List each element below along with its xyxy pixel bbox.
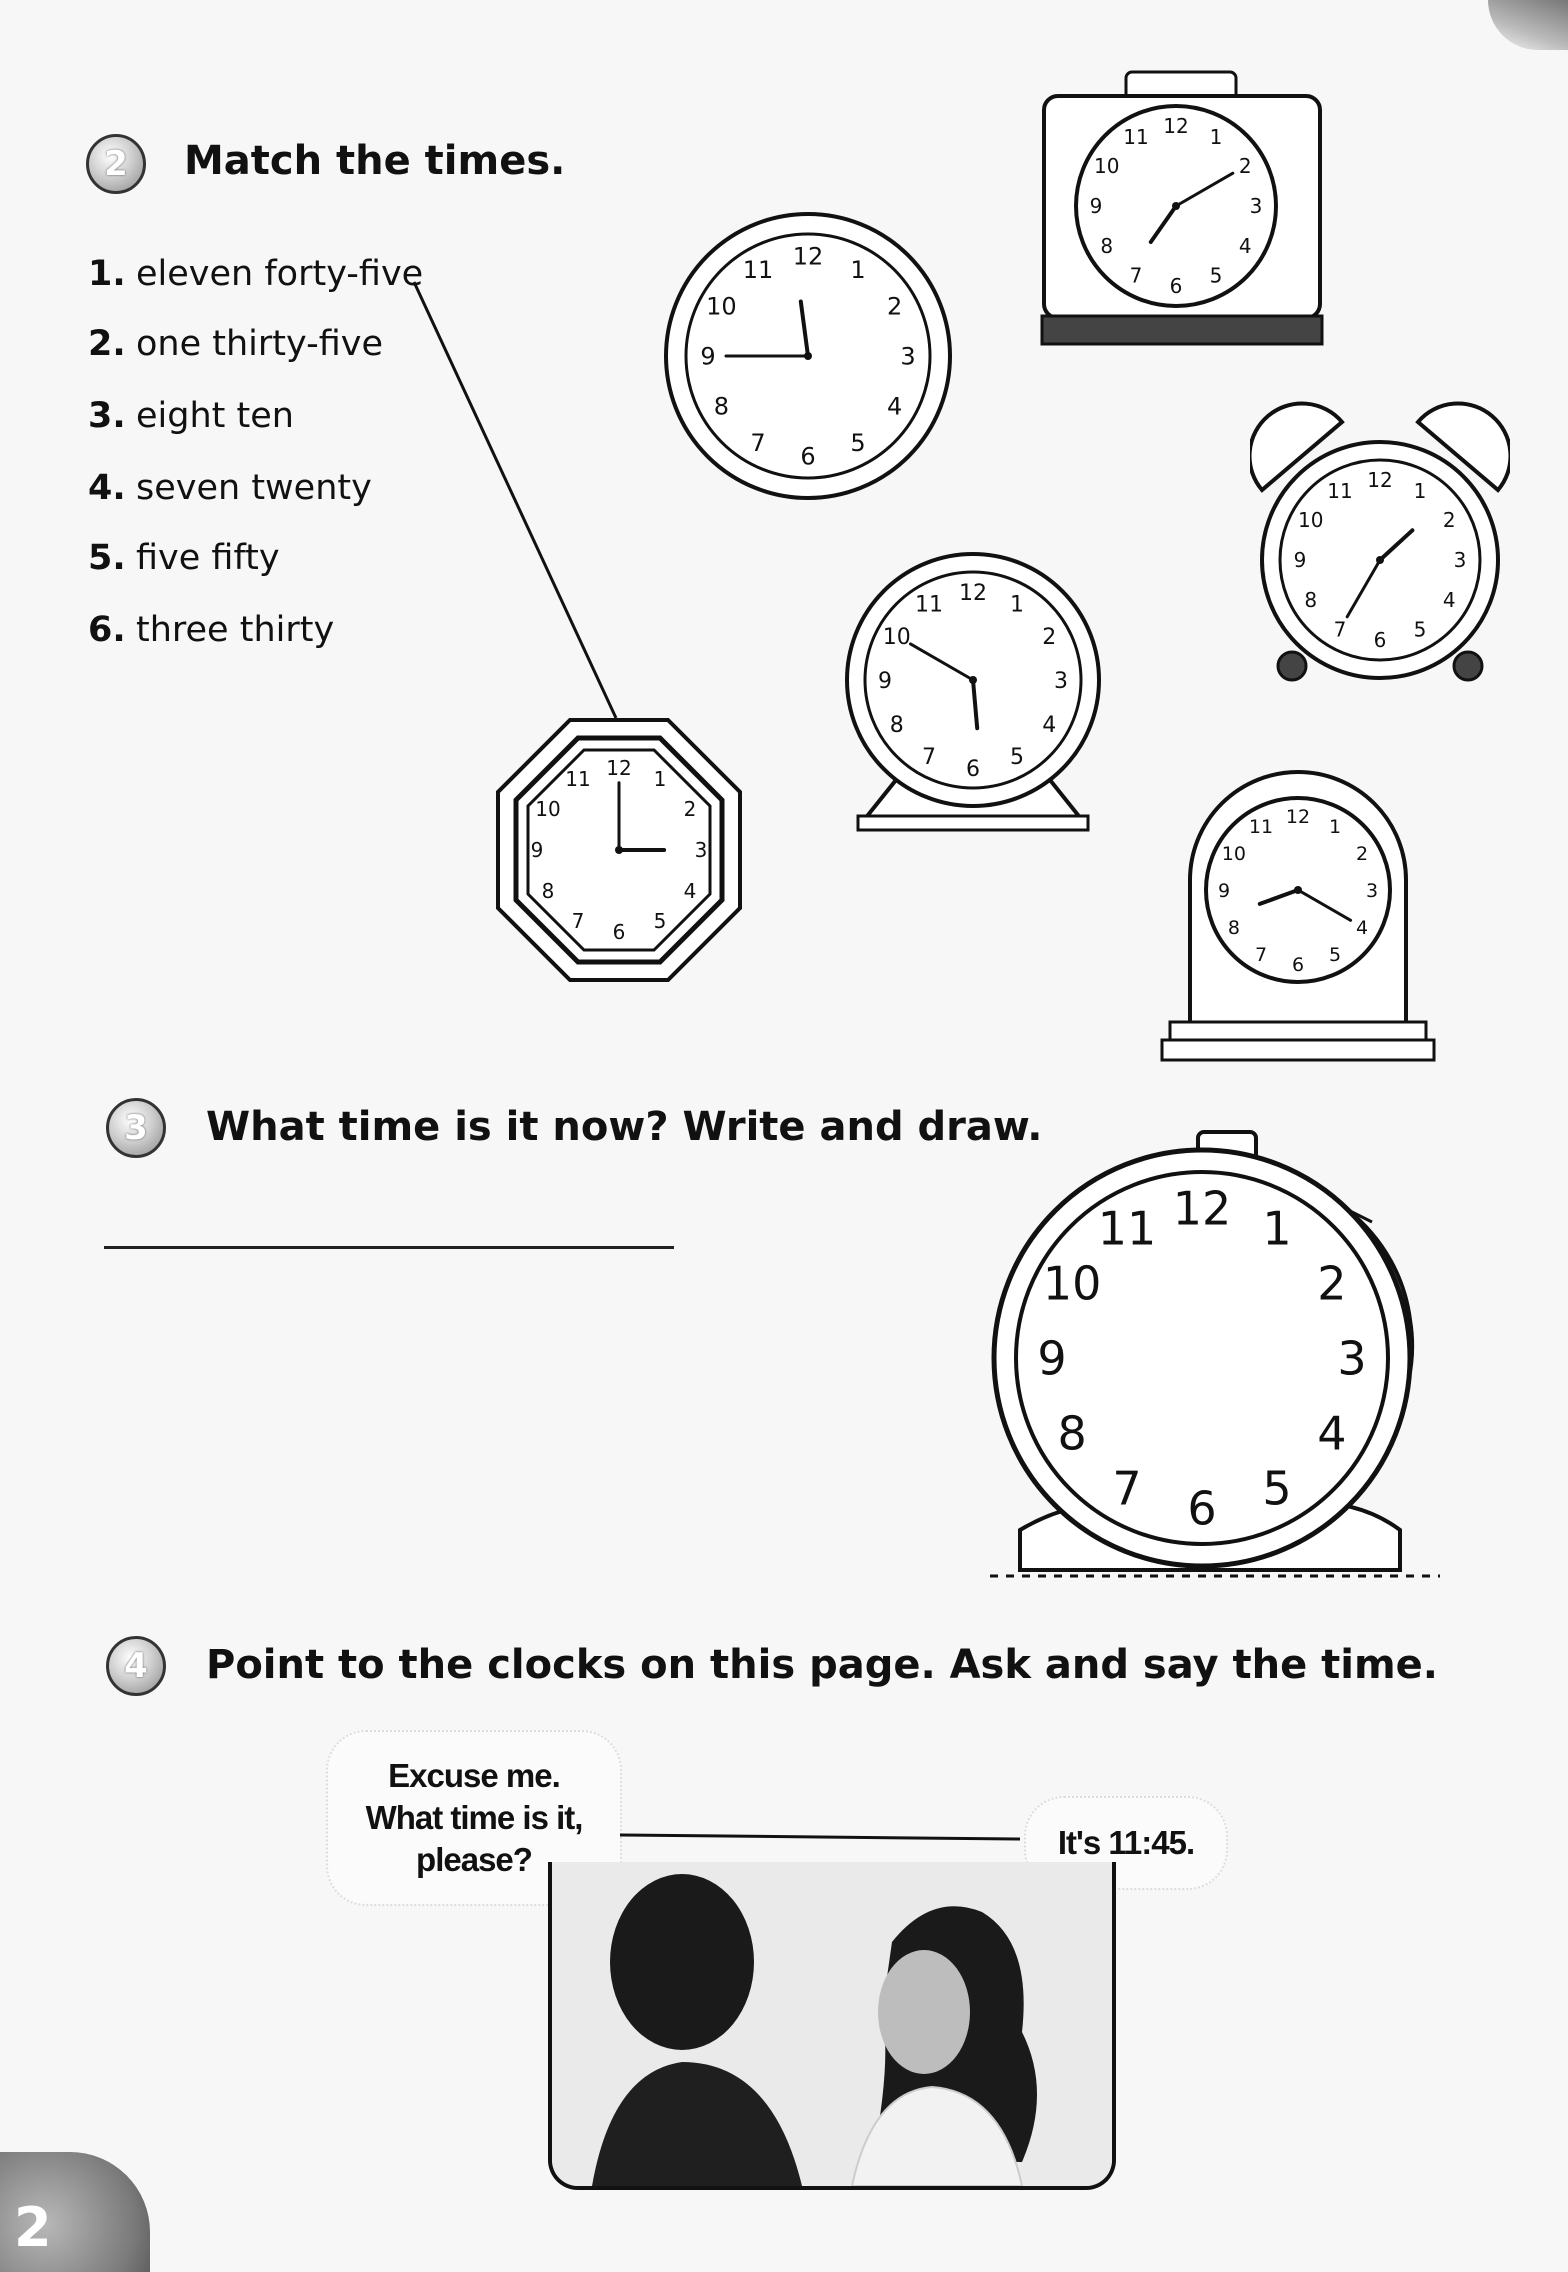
clock-numeral: 8	[1227, 916, 1240, 939]
match-item-number: 1.	[88, 254, 126, 294]
clock-numeral: 6	[1373, 628, 1387, 653]
clock-numeral: 10	[882, 624, 911, 650]
clock-numeral: 1	[1262, 1201, 1292, 1256]
clock-numeral: 4	[886, 392, 903, 421]
clock-numeral: 9	[1293, 548, 1307, 573]
clock-numeral: 9	[1089, 194, 1103, 219]
clock-numeral: 2	[1238, 154, 1252, 179]
square-clock-face	[1040, 70, 1324, 350]
clock-numeral: 3	[1249, 194, 1263, 219]
clock-numeral: 2	[1356, 842, 1369, 865]
clock-numeral: 2	[1442, 508, 1456, 533]
clock-numeral: 9	[878, 668, 892, 694]
clock-numeral: 1	[653, 767, 667, 792]
bubble-connector-line	[620, 1832, 1020, 1842]
match-item-text: one thirty-five	[136, 324, 384, 364]
clock-numeral: 3	[900, 342, 916, 371]
clock-numeral: 2	[1042, 624, 1057, 650]
exercise-3-heading: What time is it now? Write and draw.	[206, 1104, 1043, 1150]
clock-numeral: 11	[1327, 478, 1353, 503]
mantel-clock[interactable]	[1160, 760, 1436, 1070]
clock-numeral: 3	[1337, 1331, 1367, 1386]
match-item-number: 6.	[88, 610, 126, 650]
clock-numeral: 10	[1297, 508, 1324, 533]
clock-numeral: 8	[713, 392, 730, 421]
exercise-4-badge: 4	[106, 1636, 166, 1696]
clock-numeral: 8	[1304, 588, 1318, 613]
clock-numeral: 4	[1317, 1406, 1347, 1461]
mantel-clock-face	[1160, 760, 1436, 1070]
clock-numeral: 6	[1291, 953, 1305, 976]
clock-numeral: 10	[1093, 154, 1120, 179]
match-item-number: 2.	[88, 324, 126, 364]
square-clock[interactable]	[1040, 70, 1324, 350]
clock-numeral: 12	[606, 756, 632, 781]
clock-numeral: 7	[1129, 263, 1143, 288]
clock-numeral: 3	[694, 838, 708, 863]
clock-numeral: 6	[800, 442, 816, 471]
clock-center-pin	[615, 846, 623, 854]
clock-numeral: 12	[1367, 468, 1393, 493]
clock-numeral: 3	[1453, 548, 1467, 573]
clock-numeral: 5	[1328, 943, 1342, 966]
bubble-question-line: please?	[416, 1841, 532, 1878]
page-number: 2	[14, 2196, 52, 2259]
clock-numeral: 2	[886, 292, 903, 321]
match-item-text: seven twenty	[136, 468, 372, 508]
clock-numeral: 3	[1365, 879, 1379, 902]
clock-numeral: 9	[1217, 879, 1231, 902]
clock-numeral: 9	[1037, 1331, 1067, 1386]
clock-center-pin	[969, 676, 977, 684]
clock-numeral: 8	[1057, 1406, 1087, 1461]
clock-numeral: 4	[1356, 916, 1369, 939]
clock-numeral: 7	[922, 745, 936, 771]
clock-numeral: 11	[915, 592, 943, 618]
clock-numeral: 7	[571, 909, 585, 934]
clock-numeral: 5	[850, 429, 866, 458]
match-item-text: eleven forty-five	[136, 254, 424, 294]
clock-numeral: 12	[1163, 114, 1189, 139]
octagon-clock[interactable]	[494, 718, 744, 982]
clock-numeral: 7	[1333, 617, 1347, 642]
match-item-number: 4.	[88, 468, 126, 508]
clock-numeral: 5	[653, 909, 667, 934]
clock-numeral: 1	[850, 256, 866, 284]
clock-numeral: 4	[1442, 588, 1456, 613]
bubble-question-line: What time is it,	[365, 1799, 583, 1836]
clock-numeral: 4	[1238, 234, 1252, 259]
exercise-2-heading: Match the times.	[184, 138, 566, 184]
clock-numeral: 10	[1042, 1256, 1102, 1311]
clock-numeral: 6	[612, 920, 626, 945]
match-line[interactable]	[414, 282, 616, 718]
match-item-text: five fifty	[136, 538, 280, 578]
clock-numeral: 12	[1285, 805, 1311, 828]
clock-numeral: 6	[1169, 274, 1183, 299]
clock-numeral: 5	[1262, 1461, 1292, 1516]
octagon-clock-face	[494, 718, 744, 982]
clock-numeral: 12	[1172, 1181, 1232, 1236]
stand-clock-face	[840, 550, 1106, 846]
clock-numeral: 5	[1413, 617, 1427, 642]
round-clock-face	[662, 210, 954, 502]
clock-numeral: 12	[959, 580, 987, 606]
clock-numeral: 6	[1187, 1481, 1217, 1536]
blank-draw-clock[interactable]	[980, 1130, 1450, 1590]
clock-center-pin	[804, 352, 812, 360]
clock-numeral: 5	[1010, 745, 1024, 771]
clock-numeral: 11	[742, 256, 774, 284]
clock-numeral: 11	[1097, 1201, 1157, 1256]
answer-write-line[interactable]	[104, 1246, 674, 1249]
clock-numeral: 1	[1209, 124, 1223, 149]
clock-numeral: 8	[541, 879, 555, 904]
bubble-question-line: Excuse me.	[388, 1757, 560, 1794]
alarm-clock[interactable]	[1250, 400, 1510, 690]
stand-clock[interactable]	[840, 550, 1106, 846]
alarm-clock-face	[1250, 400, 1510, 690]
clock-numeral: 9	[700, 342, 716, 371]
clock-numeral: 10	[706, 292, 737, 321]
clock-numeral: 7	[1112, 1461, 1142, 1516]
clock-numeral: 1	[1413, 478, 1427, 503]
blank-draw-clock-face	[980, 1130, 1450, 1590]
clock-numeral: 8	[1100, 234, 1114, 259]
clock-numeral: 2	[1317, 1256, 1347, 1311]
clock-numeral: 4	[1042, 712, 1057, 738]
clock-center-pin	[1376, 556, 1384, 564]
exercise-3-badge: 3	[106, 1098, 166, 1158]
clock-numeral: 7	[1254, 943, 1268, 966]
match-item-number: 3.	[88, 396, 126, 436]
exercise-2-badge: 2	[86, 134, 146, 194]
clock-numeral: 5	[1209, 263, 1223, 288]
clock-numeral: 1	[1328, 815, 1342, 838]
clock-numeral: 1	[1010, 592, 1024, 618]
match-item-text: eight ten	[136, 396, 294, 436]
children-photo	[548, 1862, 1116, 2190]
clock-numeral: 11	[1123, 124, 1149, 149]
clock-numeral: 10	[535, 797, 561, 822]
clock-numeral: 9	[530, 838, 544, 863]
clock-numeral: 11	[1248, 815, 1274, 838]
clock-numeral: 8	[889, 712, 904, 738]
clock-numeral: 6	[966, 756, 980, 782]
children-silhouettes	[552, 1862, 1112, 2186]
clock-numeral: 7	[750, 429, 766, 458]
clock-numeral: 4	[683, 879, 697, 904]
clock-numeral: 3	[1054, 668, 1068, 694]
clock-numeral: 2	[683, 797, 697, 822]
clock-center-pin	[1294, 886, 1302, 894]
exercise-4-heading: Point to the clocks on this page. Ask and say the time.	[206, 1642, 1438, 1688]
clock-numeral: 12	[792, 242, 824, 271]
match-item-text: three thirty	[136, 610, 335, 650]
round-clock[interactable]	[662, 210, 954, 502]
bubble-answer-text: It's 11:45.	[1057, 1824, 1195, 1861]
clock-numeral: 10	[1221, 842, 1246, 865]
clock-center-pin	[1172, 202, 1180, 210]
match-item-number: 5.	[88, 538, 126, 578]
clock-numeral: 11	[565, 767, 591, 792]
